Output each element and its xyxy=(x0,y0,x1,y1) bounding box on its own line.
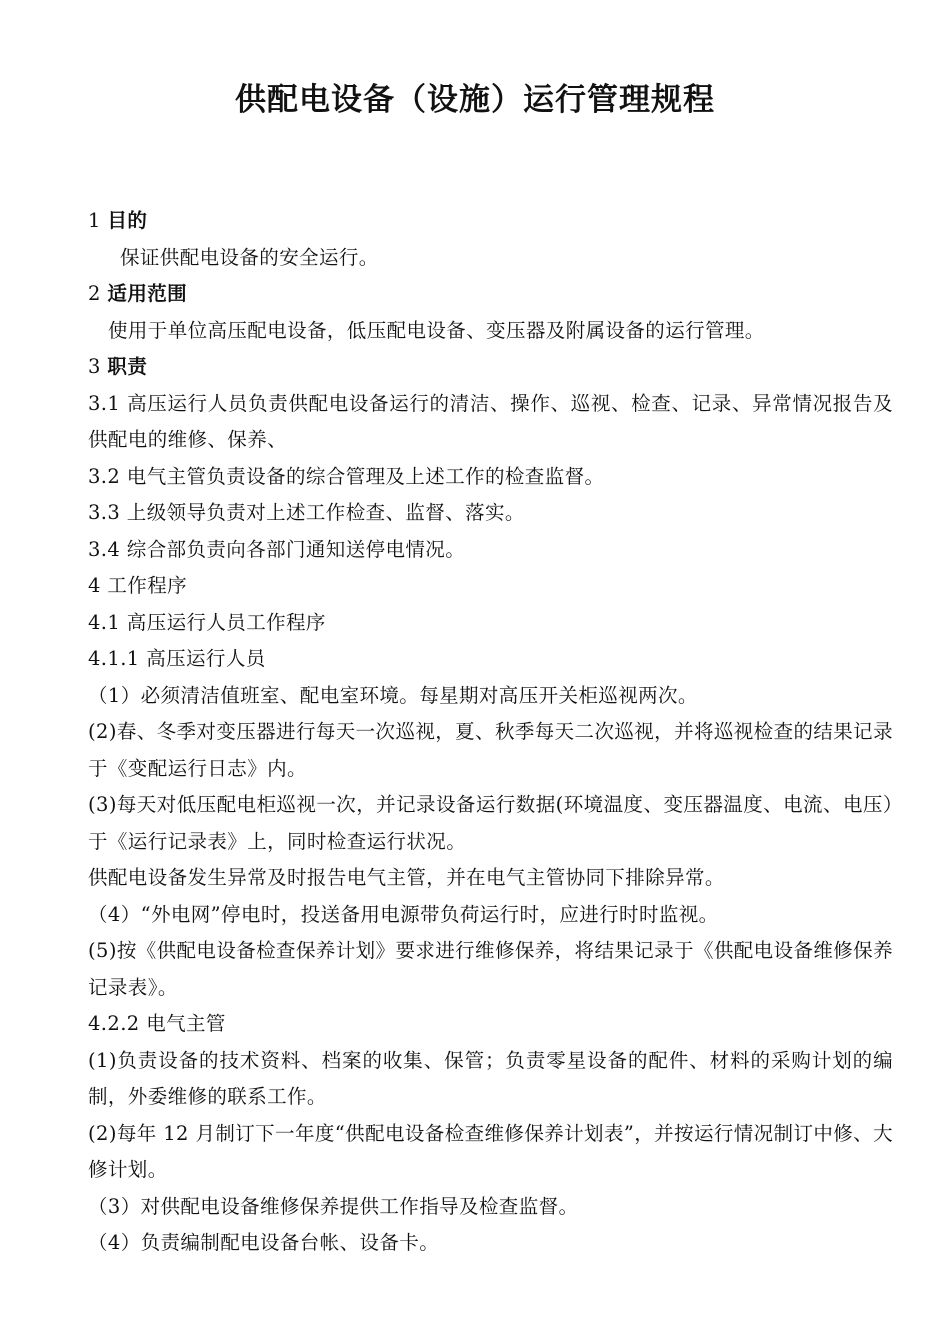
duty-3-4: 3.4 综合部负责向各部门通知送停电情况。 xyxy=(88,537,466,561)
procedure-item-1: （1）必须清洁值班室、配电室环境。每星期对高压开关柜巡视两次。 xyxy=(88,683,698,707)
manager-item-3: （3）对供配电设备维修保养提供工作指导及检查监督。 xyxy=(88,1194,579,1218)
section-heading-duties xyxy=(88,349,893,386)
section-label: 职责 xyxy=(107,355,148,378)
section-label: 目的 xyxy=(107,209,148,232)
section-heading-scope xyxy=(88,276,893,313)
subsection-4-1: 4.1 高压运行人员工作程序 xyxy=(88,610,326,634)
procedure-item-3-note: 供配电设备发生异常及时报告电气主管，并在电气主管协同下排除异常。 xyxy=(88,866,725,889)
subsection-4-1-1: 4.1.1 高压运行人员 xyxy=(88,647,266,670)
procedure-item-2: (2)春、冬季对变压器进行每天一次巡视，夏、秋季每天二次巡视，并将巡视检查的结果记录于《变配运行日志》内。 xyxy=(88,720,893,780)
subsection-4-2-2: 4.2.2 电气主管 xyxy=(88,1012,226,1035)
procedure-item-5: (5)按《供配电设备检查保养计划》要求进行维修保养，将结果记录于《供配电设备维修保养记录表》。 xyxy=(88,939,893,999)
procedure-item-3: (3)每天对低压配电柜巡视一次，并记录设备运行数据(环境温度、变压器温度、电流、电压）于《运行记录表》上，同时检查运行状况。 xyxy=(88,793,893,853)
duty-3-2: 3.2 电气主管负责设备的综合管理及上述工作的检查监督。 xyxy=(88,464,605,488)
document-title: 供配电设备（设施）运行管理规程 xyxy=(235,82,715,118)
purpose-text: 保证供配电设备的安全运行。 xyxy=(120,245,379,269)
section-number: 3 xyxy=(88,355,101,378)
section-heading-procedure: 4 工作程序 xyxy=(88,574,188,597)
manager-item-2: (2)每年 12 月制订下一年度“供配电设备检查维修保养计划表”，并按运行情况制订中修、大修计划。 xyxy=(88,1121,893,1181)
scope-text: 使用于单位高压配电设备，低压配电设备、变压器及附属设备的运行管理。 xyxy=(108,318,765,342)
duty-3-1: 3.1 高压运行人员负责供配电设备运行的清洁、操作、巡视、检查、记录、异常情况报告及供配电的维修、保养、 xyxy=(88,391,893,451)
section-number: 1 xyxy=(88,209,101,232)
section-number: 2 xyxy=(88,282,101,305)
section-label: 适用范围 xyxy=(107,282,188,305)
manager-item-1: (1)负责设备的技术资料、档案的收集、保管；负责零星设备的配件、材料的采购计划的编制，外委维修的联系工作。 xyxy=(88,1048,893,1108)
document-body xyxy=(88,203,893,1262)
duty-3-3: 3.3 上级领导负责对上述工作检查、监督、落实。 xyxy=(88,501,525,524)
section-heading-purpose xyxy=(88,203,893,240)
manager-item-4: （4）负责编制配电设备台帐、设备卡。 xyxy=(88,1231,440,1254)
procedure-item-4: （4）“外电网”停电时，投送备用电源带负荷运行时，应进行时时监视。 xyxy=(88,902,719,926)
